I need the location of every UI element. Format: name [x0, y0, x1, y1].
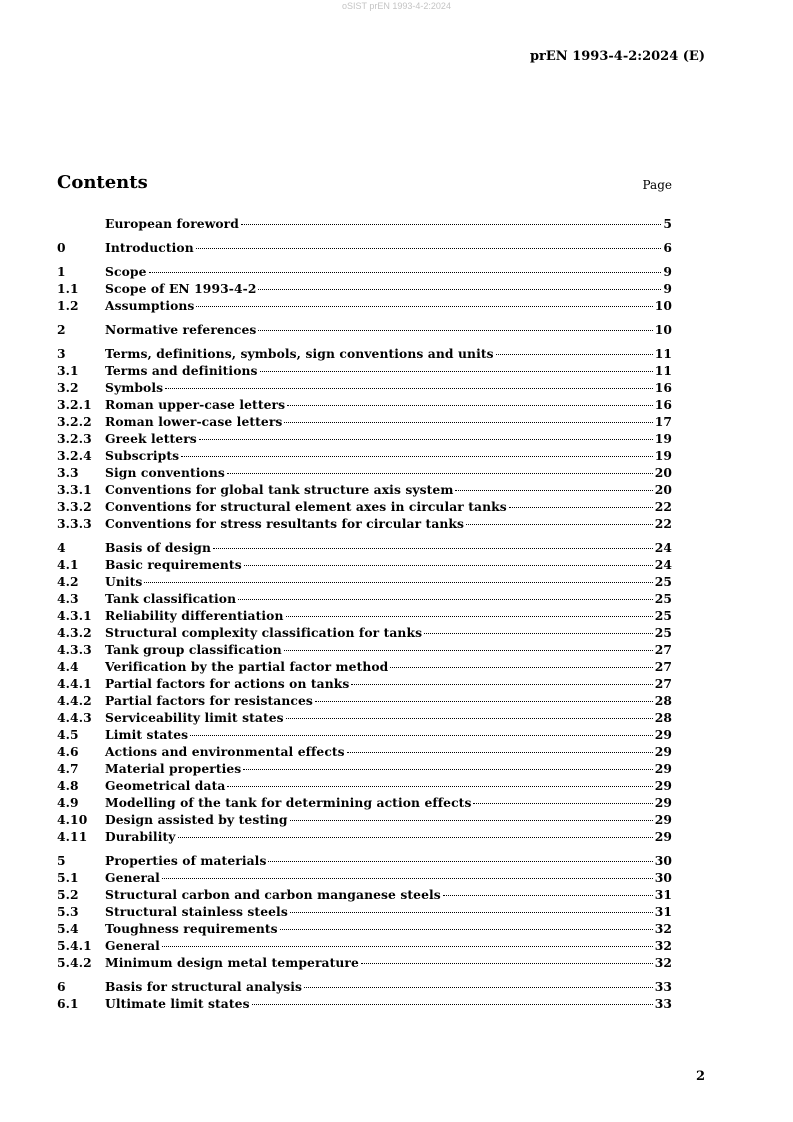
toc-entry-title: Terms, definitions, symbols, sign conventions and units — [105, 346, 494, 361]
toc-entry-number: 6.1 — [57, 996, 79, 1011]
toc-entry-page: 6 — [663, 240, 672, 255]
toc-dot-leader — [268, 861, 652, 862]
toc-entry[interactable] — [57, 937, 672, 954]
contents-header — [57, 172, 672, 196]
toc-entry-number: 4.11 — [57, 829, 88, 844]
toc-entry-number: 4.9 — [57, 795, 79, 810]
toc-entry-title: Basis for structural analysis — [105, 979, 303, 994]
toc-entry-number: 3.2 — [57, 380, 79, 395]
toc-entry-page: 27 — [654, 676, 672, 691]
toc-dot-leader — [361, 963, 653, 964]
toc-entry-title: Conventions for stress resultants for circular tanks — [105, 516, 465, 531]
toc-entry-page: 19 — [654, 431, 672, 446]
toc-entry-number: 4.6 — [57, 744, 79, 759]
toc-dot-leader — [243, 769, 652, 770]
toc-entry-number: 4.3.3 — [57, 642, 92, 657]
toc-entry-number: 3.2.3 — [57, 431, 92, 446]
toc-entry[interactable] — [57, 362, 672, 379]
toc-entry[interactable] — [57, 743, 672, 760]
toc-entry-title: European foreword — [105, 216, 239, 231]
toc-entry-number: 4.3.1 — [57, 608, 92, 623]
toc-entry-page: 25 — [654, 625, 672, 640]
toc-entry-title: Conventions for structural element axes in circular tanks — [105, 499, 507, 514]
toc-entry[interactable] — [57, 726, 672, 743]
toc-entry[interactable] — [57, 920, 672, 937]
toc-entry[interactable] — [57, 607, 672, 624]
toc-entry-number: 6 — [57, 979, 66, 994]
toc-entry-number: 3.3.2 — [57, 499, 92, 514]
toc-entry-title: Verification by the partial factor method — [105, 659, 389, 674]
toc-entry[interactable] — [57, 811, 672, 828]
toc-entry-page: 31 — [654, 887, 672, 902]
toc-entry-title: Minimum design metal temperature — [105, 955, 359, 970]
toc-dot-leader — [244, 565, 653, 566]
toc-section-group — [57, 263, 672, 314]
toc-entry-title: Reliability differentiation — [105, 608, 284, 623]
toc-section-group — [57, 215, 672, 232]
toc-entry-number: 0 — [57, 240, 66, 255]
toc-entry-number: 5.3 — [57, 904, 79, 919]
toc-entry-title: Roman upper-case letters — [105, 397, 286, 412]
toc-entry-number: 4.4.3 — [57, 710, 92, 725]
toc-entry-title: Tank classification — [105, 591, 237, 606]
toc-dot-leader — [424, 633, 653, 634]
toc-entry[interactable] — [57, 995, 672, 1012]
toc-entry-title: Terms and definitions — [105, 363, 258, 378]
toc-entry-title: Introduction — [105, 240, 194, 255]
toc-entry-title: Subscripts — [105, 448, 180, 463]
toc-entry[interactable] — [57, 869, 672, 886]
toc-entry-page: 19 — [654, 448, 672, 463]
toc-entry-title: Partial factors for actions on tanks — [105, 676, 350, 691]
toc-entry[interactable] — [57, 828, 672, 845]
toc-entry[interactable] — [57, 515, 672, 532]
toc-entry[interactable] — [57, 447, 672, 464]
toc-dot-leader — [199, 439, 653, 440]
toc-entry-number: 4.3 — [57, 591, 79, 606]
toc-entry-page: 30 — [654, 853, 672, 868]
toc-entry-number: 5 — [57, 853, 66, 868]
toc-dot-leader — [509, 507, 653, 508]
toc-entry-page: 9 — [663, 281, 672, 296]
toc-entry-page: 29 — [654, 727, 672, 742]
toc-entry-number: 1.2 — [57, 298, 79, 313]
toc-entry-page: 29 — [654, 744, 672, 759]
toc-entry-page: 16 — [654, 397, 672, 412]
toc-dot-leader — [351, 684, 652, 685]
toc-entry-page: 20 — [654, 482, 672, 497]
toc-entry-number: 4.4 — [57, 659, 79, 674]
toc-dot-leader — [178, 837, 653, 838]
toc-entry-title: Toughness requirements — [105, 921, 278, 936]
toc-dot-leader — [443, 895, 653, 896]
toc-entry-page: 33 — [654, 996, 672, 1011]
toc-entry-number: 4.10 — [57, 812, 88, 827]
toc-entry[interactable] — [57, 978, 672, 995]
toc-entry-title: Scope — [105, 264, 147, 279]
toc-entry-number: 4.8 — [57, 778, 79, 793]
toc-entry[interactable] — [57, 675, 672, 692]
toc-dot-leader — [290, 820, 653, 821]
toc-entry-number: 4.4.2 — [57, 693, 92, 708]
toc-dot-leader — [258, 330, 652, 331]
toc-entry[interactable] — [57, 658, 672, 675]
toc-entry-title: Assumptions — [105, 298, 195, 313]
toc-entry-page: 22 — [654, 499, 672, 514]
toc-entry-title: Normative references — [105, 322, 257, 337]
toc-dot-leader — [227, 473, 653, 474]
toc-dot-leader — [455, 490, 652, 491]
toc-entry[interactable] — [57, 624, 672, 641]
toc-dot-leader — [165, 388, 653, 389]
toc-dot-leader — [149, 272, 662, 273]
toc-section-group — [57, 539, 672, 845]
toc-entry-title: Basic requirements — [105, 557, 242, 572]
toc-section-group — [57, 321, 672, 338]
toc-dot-leader — [162, 878, 653, 879]
toc-entry-number: 4.7 — [57, 761, 79, 776]
document-code: prEN 1993-4-2:2024 (E) — [529, 49, 705, 64]
toc-entry-title: Scope of EN 1993-4-2 — [105, 281, 257, 296]
toc-entry-page: 17 — [654, 414, 672, 429]
toc-entry-number: 3.3.3 — [57, 516, 92, 531]
toc-entry[interactable] — [57, 641, 672, 658]
toc-entry-number: 3.2.4 — [57, 448, 92, 463]
toc-entry-page: 32 — [654, 955, 672, 970]
toc-entry-number: 3.2.2 — [57, 414, 92, 429]
toc-entry-page: 32 — [654, 921, 672, 936]
page-number: 2 — [695, 1069, 705, 1084]
toc-dot-leader — [196, 306, 652, 307]
toc-dot-leader — [227, 786, 652, 787]
toc-entry-title: Units — [105, 574, 143, 589]
toc-entry[interactable] — [57, 794, 672, 811]
toc-entry-page: 10 — [654, 298, 672, 313]
toc-entry-page: 32 — [654, 938, 672, 953]
toc-entry-page: 25 — [654, 574, 672, 589]
toc-entry-number: 3.2.1 — [57, 397, 92, 412]
toc-dot-leader — [466, 524, 653, 525]
toc-entry[interactable] — [57, 954, 672, 971]
toc-dot-leader — [496, 354, 653, 355]
toc-entry-title: Structural carbon and carbon manganese steels — [105, 887, 441, 902]
toc-entry-number: 5.1 — [57, 870, 79, 885]
toc-dot-leader — [347, 752, 653, 753]
toc-entry[interactable] — [57, 760, 672, 777]
page-column-label: Page — [642, 178, 672, 192]
toc-section-group — [57, 852, 672, 971]
toc-entry-title: Modelling of the tank for determining action effects — [105, 795, 472, 810]
toc-entry-title: Basis of design — [105, 540, 211, 555]
toc-dot-leader — [213, 548, 653, 549]
toc-entry[interactable] — [57, 886, 672, 903]
toc-entry-title: Ultimate limit states — [105, 996, 250, 1011]
toc-entry-page: 11 — [654, 363, 672, 378]
toc-entry[interactable] — [57, 777, 672, 794]
toc-entry[interactable] — [57, 539, 672, 556]
toc-dot-leader — [284, 650, 653, 651]
toc-entry-page: 27 — [654, 642, 672, 657]
toc-entry-number: 4.1 — [57, 557, 79, 572]
toc-entry[interactable] — [57, 280, 672, 297]
toc-entry-title: Symbols — [105, 380, 164, 395]
toc-entry-number: 3 — [57, 346, 66, 361]
toc-entry-page: 28 — [654, 693, 672, 708]
toc-dot-leader — [304, 987, 653, 988]
toc-entry[interactable] — [57, 321, 672, 338]
toc-entry-page: 28 — [654, 710, 672, 725]
toc-dot-leader — [144, 582, 652, 583]
toc-entry-page: 24 — [654, 540, 672, 555]
toc-entry[interactable] — [57, 903, 672, 920]
toc-entry-title: Structural complexity classification for tanks — [105, 625, 423, 640]
toc-entry-page: 20 — [654, 465, 672, 480]
toc-entry-title: Serviceability limit states — [105, 710, 284, 725]
toc-entry-number: 5.2 — [57, 887, 79, 902]
toc-entry-title: General — [105, 938, 160, 953]
toc-entry-number: 4 — [57, 540, 66, 555]
toc-entry[interactable] — [57, 396, 672, 413]
toc-entry-page: 11 — [654, 346, 672, 361]
toc-entry-number: 2 — [57, 322, 66, 337]
toc-entry[interactable] — [57, 573, 672, 590]
toc-entry-page: 25 — [654, 591, 672, 606]
toc-entry-title: Properties of materials — [105, 853, 267, 868]
toc-entry-title: General — [105, 870, 160, 885]
toc-section-group — [57, 239, 672, 256]
toc-dot-leader — [196, 248, 662, 249]
toc-dot-leader — [390, 667, 652, 668]
toc-entry-number: 5.4.1 — [57, 938, 92, 953]
toc-entry-page: 5 — [663, 216, 672, 231]
toc-entry[interactable] — [57, 481, 672, 498]
toc-entry-title: Durability — [105, 829, 176, 844]
toc-entry-page: 29 — [654, 761, 672, 776]
toc-entry[interactable] — [57, 852, 672, 869]
toc-section-group — [57, 345, 672, 532]
toc-entry-page: 16 — [654, 380, 672, 395]
toc-dot-leader — [315, 701, 653, 702]
toc-entry-page: 27 — [654, 659, 672, 674]
toc-entry-number: 4.4.1 — [57, 676, 92, 691]
toc-entry-number: 3.1 — [57, 363, 79, 378]
toc-dot-leader — [280, 929, 653, 930]
toc-entry-title: Tank group classification — [105, 642, 282, 657]
toc-entry[interactable] — [57, 413, 672, 430]
toc-dot-leader — [252, 1004, 653, 1005]
toc-entry-page: 31 — [654, 904, 672, 919]
toc-entry-page: 22 — [654, 516, 672, 531]
toc-entry-title: Conventions for global tank structure axis system — [105, 482, 454, 497]
toc-dot-leader — [162, 946, 653, 947]
toc-dot-leader — [258, 289, 661, 290]
toc-entry-title: Material properties — [105, 761, 242, 776]
toc-entry-title: Sign conventions — [105, 465, 225, 480]
toc-entry[interactable] — [57, 297, 672, 314]
toc-entry-page: 9 — [663, 264, 672, 279]
toc-entry-number: 5.4.2 — [57, 955, 92, 970]
toc-entry-number: 4.3.2 — [57, 625, 92, 640]
toc-entry-title: Partial factors for resistances — [105, 693, 313, 708]
toc-entry-number: 3.3.1 — [57, 482, 92, 497]
toc-entry-page: 29 — [654, 795, 672, 810]
toc-entry-page: 30 — [654, 870, 672, 885]
toc-entry[interactable] — [57, 590, 672, 607]
contents-title: Contents — [57, 172, 148, 193]
toc-entry-page: 29 — [654, 778, 672, 793]
watermark: oSIST prEN 1993-4-2:2024 — [342, 1, 451, 11]
toc-section-group — [57, 978, 672, 1012]
table-of-contents — [57, 215, 672, 1019]
toc-dot-leader — [290, 912, 653, 913]
toc-dot-leader — [241, 224, 661, 225]
toc-entry-number: 4.2 — [57, 574, 79, 589]
toc-entry-number: 3.3 — [57, 465, 79, 480]
toc-dot-leader — [473, 803, 652, 804]
toc-entry[interactable] — [57, 709, 672, 726]
toc-dot-leader — [190, 735, 653, 736]
toc-entry[interactable] — [57, 239, 672, 256]
toc-entry-page: 29 — [654, 829, 672, 844]
toc-entry[interactable] — [57, 692, 672, 709]
toc-entry-number: 4.5 — [57, 727, 79, 742]
toc-entry[interactable] — [57, 379, 672, 396]
toc-entry[interactable] — [57, 215, 672, 232]
toc-entry-page: 10 — [654, 322, 672, 337]
toc-entry[interactable] — [57, 464, 672, 481]
toc-entry-page: 25 — [654, 608, 672, 623]
toc-entry-title: Design assisted by testing — [105, 812, 288, 827]
toc-entry-title: Greek letters — [105, 431, 197, 446]
toc-entry-page: 24 — [654, 557, 672, 572]
toc-dot-leader — [284, 422, 652, 423]
toc-entry-title: Geometrical data — [105, 778, 226, 793]
toc-entry-number: 5.4 — [57, 921, 79, 936]
toc-entry[interactable] — [57, 430, 672, 447]
toc-dot-leader — [287, 405, 653, 406]
toc-entry-page: 33 — [654, 979, 672, 994]
toc-dot-leader — [260, 371, 653, 372]
toc-entry-page: 29 — [654, 812, 672, 827]
toc-entry[interactable] — [57, 498, 672, 515]
toc-entry[interactable] — [57, 263, 672, 280]
toc-entry-title: Structural stainless steels — [105, 904, 288, 919]
toc-entry-title: Roman lower-case letters — [105, 414, 283, 429]
toc-dot-leader — [238, 599, 653, 600]
toc-entry-title: Actions and environmental effects — [105, 744, 345, 759]
toc-entry-number: 1 — [57, 264, 66, 279]
toc-entry-title: Limit states — [105, 727, 189, 742]
toc-dot-leader — [286, 616, 653, 617]
toc-entry-number: 1.1 — [57, 281, 79, 296]
toc-dot-leader — [286, 718, 653, 719]
toc-entry[interactable] — [57, 345, 672, 362]
toc-dot-leader — [181, 456, 653, 457]
toc-entry[interactable] — [57, 556, 672, 573]
